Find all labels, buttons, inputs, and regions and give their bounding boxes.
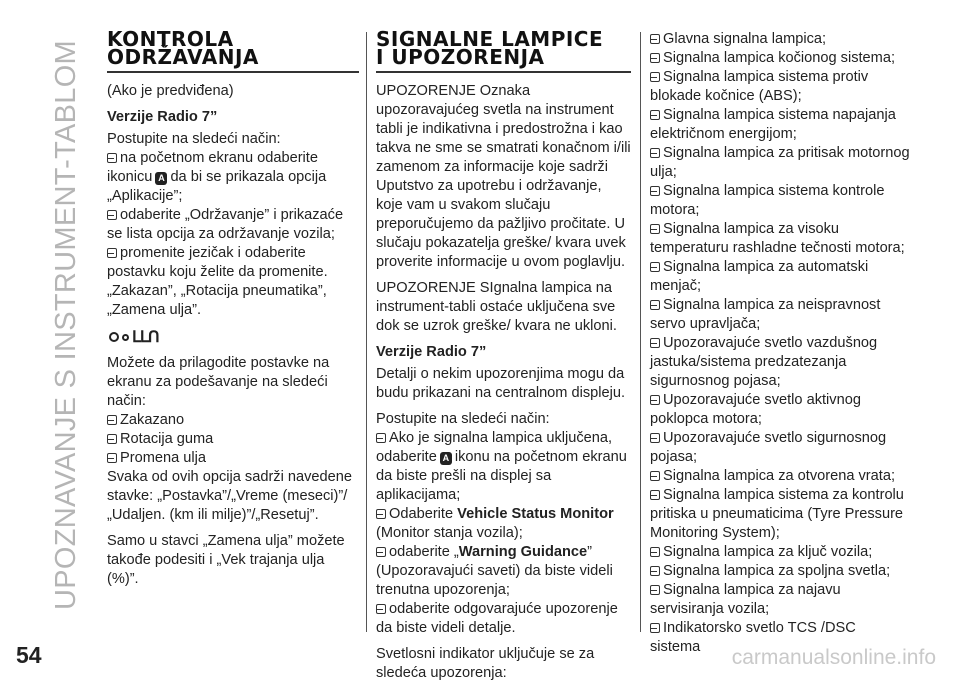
heading-line-2: ODRŽAVANJA: [107, 45, 259, 69]
apps-icon: A: [155, 172, 167, 185]
instruction-text: Postupite na sledeći način:: [107, 131, 281, 147]
column-warning-lights: [376, 27, 631, 690]
column-maintenance: [107, 27, 359, 596]
heading-line-1: KONTROLA: [107, 27, 234, 51]
bullet-icon: [376, 433, 386, 443]
indicator-list-item: Signalna lampica za ključ vozila;: [650, 543, 910, 562]
bullet-icon: [650, 338, 660, 348]
indicator-list-item: Indikatorsko svetlo TCS /DSC sistema: [650, 620, 856, 655]
apps-icon: A: [440, 452, 452, 465]
instruction-text: Postupite na sledeći način:: [376, 411, 550, 427]
subheading-radio: Verzije Radio 7”: [107, 109, 218, 125]
indicator-list-item: Signalna lampica za visoku temperaturu rashladne tečnosti motora;: [650, 221, 905, 256]
bullet-icon: [107, 210, 117, 220]
bullet-icon: [650, 224, 660, 234]
indicator-list-item: Signalna lampica za spoljna svetla;: [650, 562, 910, 581]
heading-line-2: I UPOZORENJA: [376, 45, 545, 69]
indicator-list-item: Signalna lampica sistema kontrole motora;: [650, 183, 885, 218]
side-chapter-title: UPOZNAVANJE S INSTRUMENT-TABLOM: [50, 39, 82, 610]
bullet-icon: [107, 453, 117, 463]
bullet-icon: [107, 415, 117, 425]
column-indicator-list: [650, 30, 910, 657]
heading-rule: [107, 71, 359, 73]
indicator-list-item: Signalna lampica sistema protiv blokade kočnice (ABS);: [650, 69, 869, 104]
heading-line-1: SIGNALNE LAMPICE: [376, 27, 604, 51]
page-number: 54: [16, 642, 42, 668]
heading-rule: [376, 71, 631, 73]
list-item: Rotacija guma: [107, 430, 359, 449]
indicator-list-item: Signalna lampica za pritisak motornog ulja;: [650, 145, 910, 180]
list-item: promenite jezičak i odaberite postavku koju želite da promenite. „Zakazan”, „Rotacija pneumatika”, „Zamena ulja”.: [107, 245, 328, 318]
bullet-icon: [376, 604, 386, 614]
indicator-list-item: Signalna lampica kočionog sistema;: [650, 49, 910, 68]
bullet-icon: [650, 566, 660, 576]
list-item: Odaberite Vehicle Status Monitor (Monitor stanja vozila);: [376, 506, 614, 541]
column-divider: [366, 32, 367, 632]
bullet-icon: [650, 186, 660, 196]
paragraph: Samo u stavci „Zamena ulja” možete takođe podesiti i „Vek trajanja ulja (%)”.: [107, 533, 345, 587]
column-divider: [640, 32, 641, 632]
bullet-icon: [107, 153, 117, 163]
indicator-list-item: Signalna lampica za najavu servisiranja vozila;: [650, 582, 841, 617]
subheading-radio: Verzije Radio 7”: [376, 344, 487, 360]
bullet-icon: [107, 434, 117, 444]
list-item: odaberite odgovarajuće upozorenje da biste videli detalje.: [376, 601, 618, 636]
paragraph: Detalji o nekim upozorenjima mogu da budu prikazani na centralnom displeju.: [376, 366, 626, 401]
bullet-icon: [650, 300, 660, 310]
intro-text: (Ako je predviđena): [107, 83, 234, 99]
bullet-icon: [376, 547, 386, 557]
bullet-icon: [650, 110, 660, 120]
paragraph: Možete da prilagodite postavke na ekranu za podešavanje na sledeći način:: [107, 355, 330, 409]
bullet-icon: [650, 72, 660, 82]
indicator-list-item: Glavna signalna lampica;: [650, 30, 910, 49]
bullet-icon: [650, 623, 660, 633]
bullet-icon: [376, 509, 386, 519]
list-item: Promena ulja: [107, 449, 359, 468]
heading-maintenance: [107, 27, 359, 69]
bullet-icon: [650, 53, 660, 63]
paragraph: Svaka od ovih opcija sadrži navedene stavke: „Postavka”/„Vreme (meseci)”/„Udaljen. (km ili milje)”/„Resetuj”.: [107, 469, 353, 523]
bullet-icon: [650, 262, 660, 272]
indicator-list-item: Signalna lampica za otvorena vrata;: [650, 467, 910, 486]
list-item: na početnom ekranu odaberite ikonicu A da bi se prikazala opcija „Aplikacije”;: [107, 150, 327, 204]
indicator-list-item: Signalna lampica za automatski menjač;: [650, 259, 869, 294]
warning-paragraph: UPOZORENJE Oznaka upozoravajućeg svetla na instrument tabli je indikativna i predostrožna i kao takva ne sme se smatrati konačnom i/ili zamenom za informacije koje sadrži Uputstvo za upotrebu i održavanje, koje vam u svakom slučaju preporučujemo da pažljivo pročitate. U slučaju pokazatelja greške/ kvara uvek proverite informacije u ovom poglavlju.: [376, 83, 631, 270]
bullet-icon: [107, 248, 117, 258]
watermark: carmanualsonline.info: [731, 646, 936, 669]
bullet-icon: [650, 547, 660, 557]
indicator-list-item: Upozoravajuće svetlo vazdušnog jastuka/sistema predzatezanja sigurnosnog pojasa;: [650, 335, 878, 389]
indicator-list-item: Upozoravajuće svetlo sigurnosnog pojasa;: [650, 430, 887, 465]
note-symbol-icon: ᒪᒪᑎ: [109, 326, 359, 348]
indicator-list-item: Signalna lampica sistema za kontrolu pritiska u pneumaticima (Tyre Pressure Monitoring System);: [650, 487, 904, 541]
paragraph: Svetlosni indikator uključuje se za sledeća upozorenja:: [376, 646, 595, 681]
bullet-icon: [650, 471, 660, 481]
indicator-list-item: Signalna lampica za neispravnost servo upravljača;: [650, 297, 881, 332]
list-item: Ako je signalna lampica uključena, odaberite A ikonu na početnom ekranu da biste prešli na displej sa aplikacijama;: [376, 430, 627, 503]
warning-paragraph: UPOZORENJE SIgnalna lampica na instrument-tabli ostaće uključena sve dok se uzrok greške/ kvara ne ukloni.: [376, 280, 617, 334]
indicator-list: [650, 30, 910, 657]
bullet-icon: [650, 395, 660, 405]
list-item: odaberite „Održavanje” i prikazaće se lista opcija za održavanje vozila;: [107, 207, 344, 242]
bullet-icon: [650, 490, 660, 500]
list-item: odaberite „Warning Guidance” (Upozoravajući saveti) da biste videli trenutna upozorenja;: [376, 544, 613, 598]
bullet-icon: [650, 148, 660, 158]
bullet-icon: [650, 585, 660, 595]
list-item: Zakazano: [107, 411, 359, 430]
indicator-list-item: Signalna lampica sistema napajanja električnom energijom;: [650, 107, 896, 142]
heading-warning-lights: [376, 27, 631, 69]
bullet-icon: [650, 433, 660, 443]
indicator-list-item: Upozoravajuće svetlo aktivnog poklopca motora;: [650, 392, 861, 427]
bullet-icon: [650, 34, 660, 44]
